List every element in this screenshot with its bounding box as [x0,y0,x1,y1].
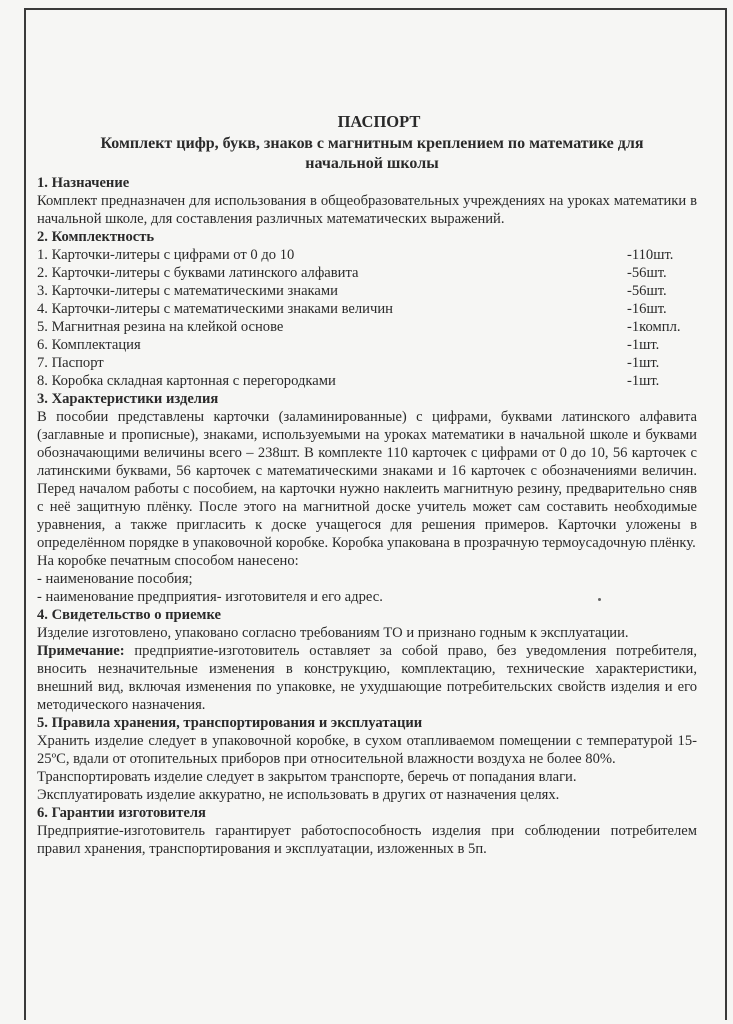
section-heading-purpose: 1. Назначение [37,175,130,191]
section-heading-storage: 5. Правила хранения, транспортирования и эксплуатации [37,715,423,731]
item-label: 1. Карточки-литеры с цифрами от 0 до 10 [37,247,295,263]
item-label: 7. Паспорт [37,355,104,371]
section-heading-contents: 2. Комплектность [37,229,155,245]
item-qty: -1шт. [627,373,660,389]
item-qty: -1компл. [627,319,681,335]
box-line-1: - наименование пособия; [37,571,193,587]
page-border-right [725,8,727,1020]
list-item [37,300,697,318]
list-item [37,282,697,300]
item-qty: -1шт. [627,355,660,371]
document-subtitle: Комплект цифр, букв, знаков с магнитным креплением по математике для начальной школы [100,135,644,172]
item-label: 8. Коробка складная картонная с перегородками [37,373,336,389]
section-heading-warranty: 6. Гарантии изготовителя [37,805,206,821]
item-label: 6. Комплектация [37,337,141,353]
section-text-purpose: Комплект предназначен для использования в общеобразовательных учреждениях на уроках математики в начальной школе, для составления различных математических выражений. [37,193,697,227]
item-qty: -110шт. [627,247,674,263]
storage-text-3: Эксплуатировать изделие аккуратно, не использовать в других от назначения целях. [37,787,560,803]
note-label: Примечание: [37,643,125,659]
item-label: 4. Карточки-литеры с математическими знаками величин [37,301,393,317]
item-label: 5. Магнитная резина на клейкой основе [37,319,284,335]
page-border-left [24,8,26,1020]
item-label: 3. Карточки-литеры с математическими знаками [37,283,338,299]
section-text-characteristics: В пособии представлены карточки (заламинированные) с цифрами, буквами латинского алфавита (заглавные и прописные), знаками, используемыми на уроках математики в начальной школе и буквами обозначающими величины всего – 238шт. В комплекте 110 карточек с цифрами от 0 до 10, 56 карточек с латинскими буквами, 56 карточек с математическими знаками и 16 карточек с обозначениями величин. Перед началом работы с пособием, на карточки нужно наклеить магнитную резину, предварительно сняв с неё защитную плёнку. После этого на магнитной доске учитель может сам составить необходимые уравнения, а также пригласить к доске учащегося для решения примеров. Карточки уложены в определённом порядке в упаковочной коробке. Коробка упакована в прозрачную термоусадочную плёнку. [37,409,697,551]
page-border-top [24,8,727,10]
item-qty: -16шт. [627,301,667,317]
section-heading-characteristics: 3. Характеристики изделия [37,391,219,407]
item-label: 2. Карточки-литеры с буквами латинского алфавита [37,265,359,281]
note-text: предприятие-изготовитель оставляет за собой право, без уведомления потребителя, вносить незначительные изменения в конструкцию, комплектацию, технические характеристики, внешний вид, включая изменения по упаковке, не ухудшающие потребительских свойств изделия и его методического назначения. [37,643,697,713]
note-paragraph [37,642,697,714]
storage-text-1: Хранить изделие следует в упаковочной коробке, в сухом отапливаемом помещении с температурой 15-25ºС, вдали от отопительных приборов при относительной влажности воздуха не более 80%. [37,733,697,767]
list-item [37,246,697,264]
section-text-warranty: Предприятие-изготовитель гарантирует работоспособность изделия при соблюдении потребителем правил хранения, транспортирования и эксплуатации, изложенных в 5п. [37,823,697,857]
section-heading-acceptance: 4. Свидетельство о приемке [37,607,222,623]
list-item [37,336,697,354]
contents-list [37,246,697,390]
list-item [37,372,697,390]
item-qty: -1шт. [627,337,660,353]
item-qty: -56шт. [627,265,667,281]
passport-document [37,112,697,858]
storage-text-2: Транспортировать изделие следует в закрытом транспорте, беречь от попадания влаги. [37,769,577,785]
list-item [37,318,697,336]
box-line-2: - наименование предприятия- изготовителя и его адрес. [37,589,383,605]
list-item [37,354,697,372]
list-item [37,264,697,282]
item-qty: -56шт. [627,283,667,299]
document-title: ПАСПОРТ [337,112,421,131]
section-text-acceptance: Изделие изготовлено, упаковано согласно требованиям ТО и признано годным к эксплуатации. [37,625,629,641]
box-intro-text: На коробке печатным способом нанесено: [37,553,299,569]
